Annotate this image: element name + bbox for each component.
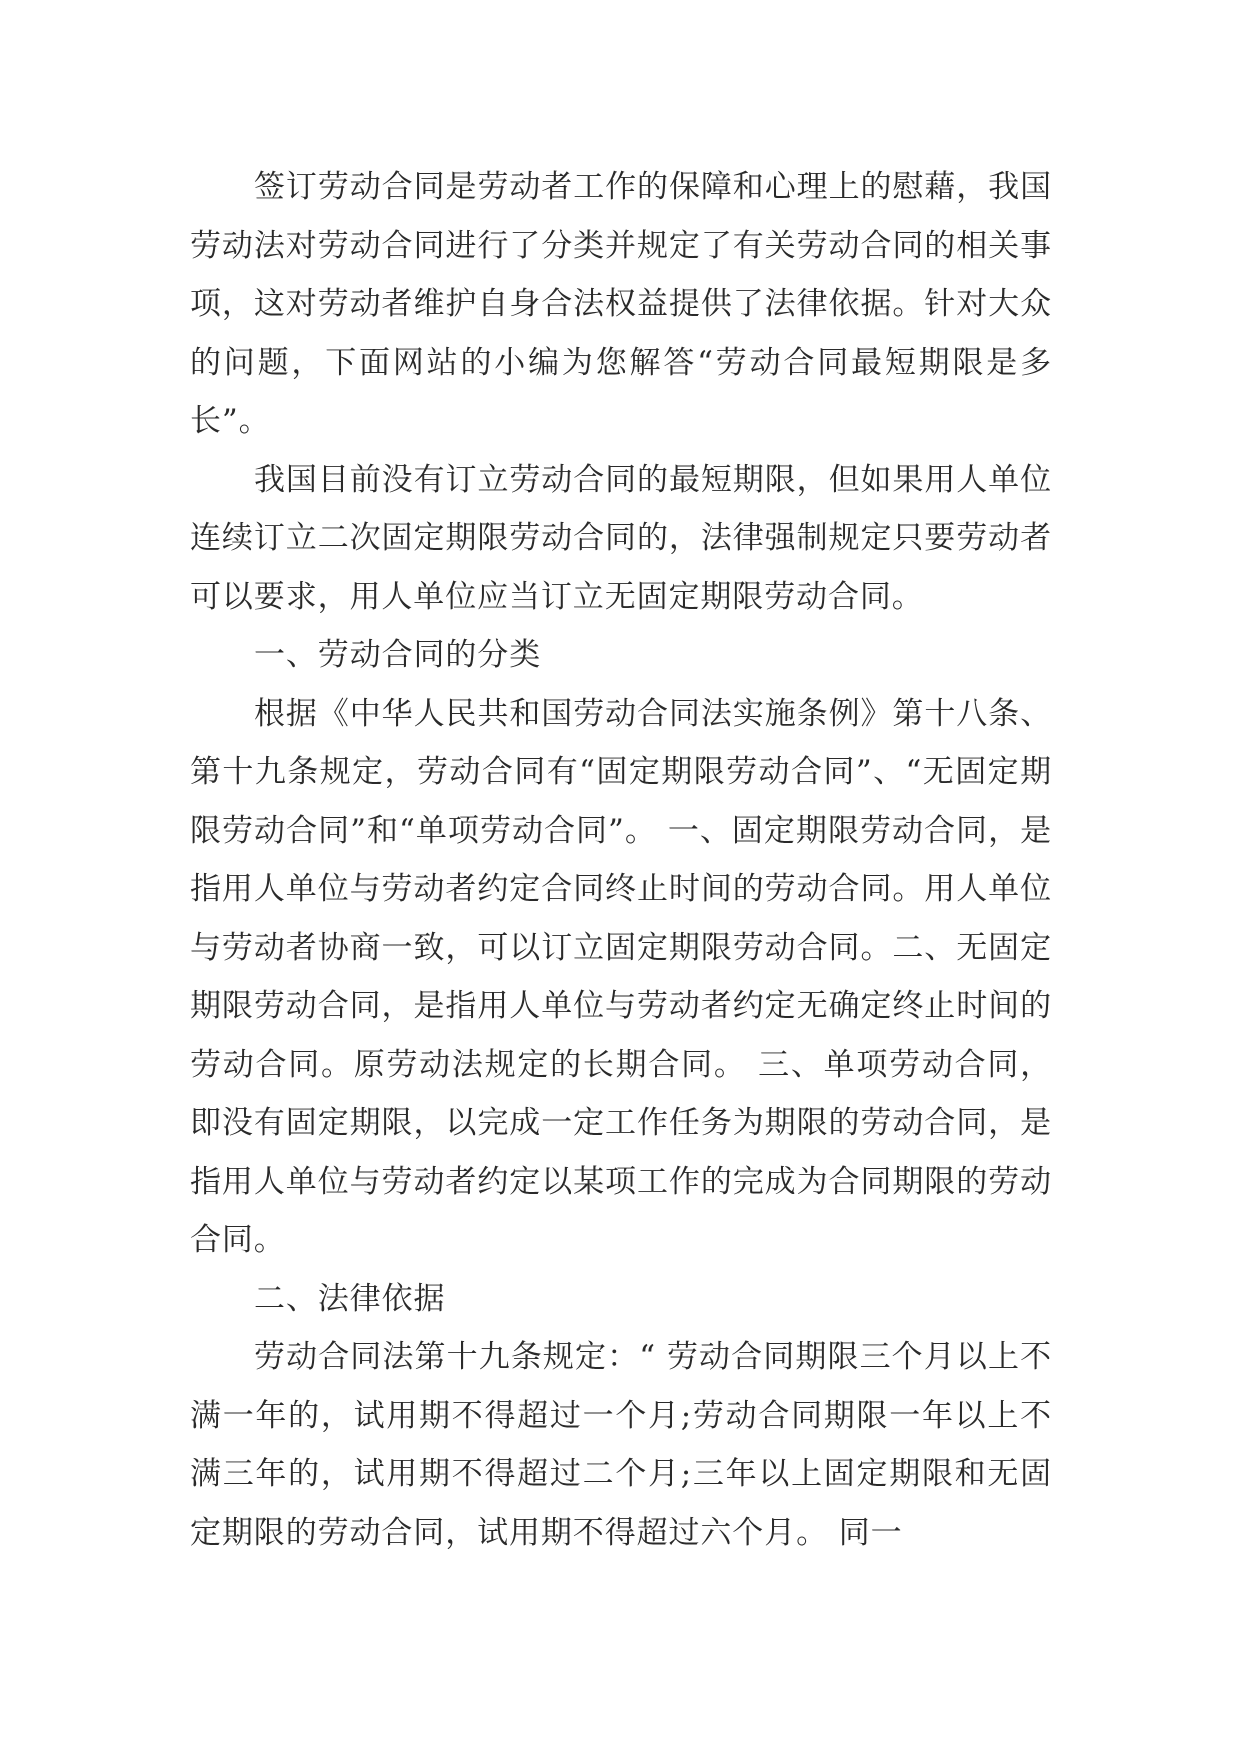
classification-paragraph: 根据《中华人民共和国劳动合同法实施条例》第十八条、第十九条规定，劳动合同有“固定期限劳动合同”、“无固定期限劳动合同”和“单项劳动合同”。 一、固定期限劳动合同，是指用人单位与劳动者约定合同终止时间的劳动合同。用人单位与劳动者协商一致，可以订立固定期限劳动合同。二、无固定期限劳动合同，是指用人单位与劳动者约定无确定终止时间的劳动合同。原劳动法规定的长期合同。 三、单项劳动合同，即没有固定期限，以完成一定工作任务为期限的劳动合同，是指用人单位与劳动者约定以某项工作的完成为合同期限的劳动合同。 bbox=[190, 695, 1052, 1258]
section-heading-classification: 一、劳动合同的分类 bbox=[254, 637, 542, 673]
section-heading-legal-basis: 二、法律依据 bbox=[254, 1280, 446, 1317]
shortest-term-paragraph: 我国目前没有订立劳动合同的最短期限，但如果用人单位连续订立二次固定期限劳动合同的，法律强制规定只要劳动者可以要求，用人单位应当订立无固定期限劳动合同。 bbox=[190, 461, 1052, 615]
intro-paragraph: 签订劳动合同是劳动者工作的保障和心理上的慰藉，我国劳动法对劳动合同进行了分类并规定了有关劳动合同的相关事项，这对劳动者维护自身合法权益提供了法律依据。针对大众的问题，下面网站的小编为您解答“劳动合同最短期限是多长”。 bbox=[190, 169, 1052, 439]
legal-basis-paragraph: 劳动合同法第十九条规定：“ 劳动合同期限三个月以上不满一年的，试用期不得超过一个月;劳动合同期限一年以上不满三年的，试用期不得超过二个月;三年以上固定期限和无固定期限的劳动合同，试用期不得超过六个月。 同一 bbox=[190, 1339, 1052, 1551]
document-body bbox=[190, 158, 1052, 1562]
